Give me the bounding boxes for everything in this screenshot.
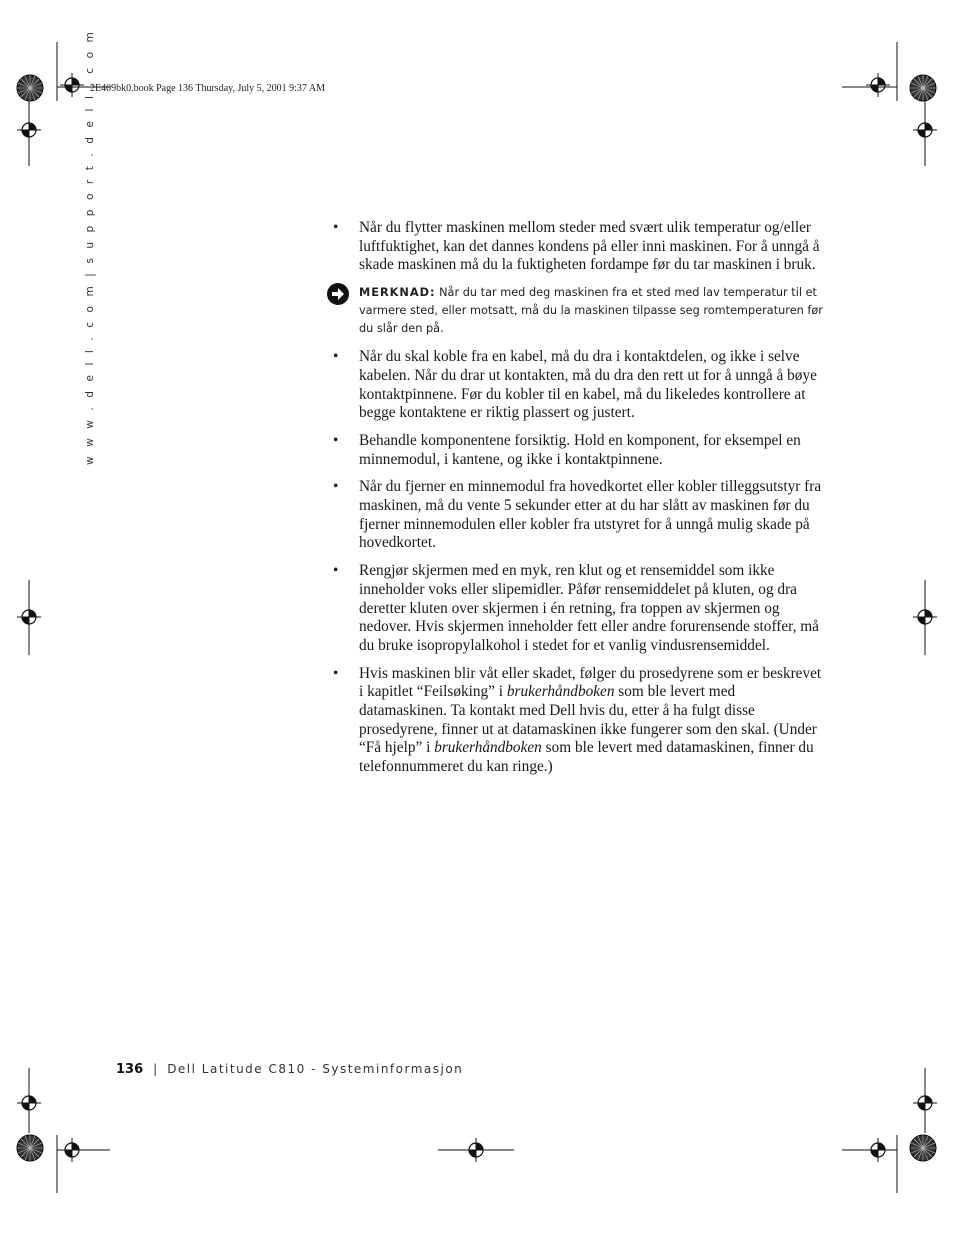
list-item: [333, 562, 823, 656]
list-item: [333, 219, 823, 275]
arrow-right-circle-icon: [326, 282, 350, 312]
page-number: 136: [116, 1062, 144, 1077]
list-item: [333, 478, 823, 553]
list-item: [333, 348, 823, 423]
print-header-info: 2E409bk0.book Page 136 Thursday, July 5, 2001 9:37 AM: [90, 83, 325, 94]
bullet-dot: •: [333, 431, 339, 449]
note-callout: [333, 284, 823, 338]
list-item-text: Når du flytter maskinen mellom steder med svært ulik temperatur og/eller luftfuktighet, kan det dannes kondens på eller inni maskinen. For å unngå å skade maskinen må du la fuktigheten fordampe før du tar maskinen i bruk.: [359, 219, 820, 274]
page-footer: [116, 1062, 463, 1077]
list-item: [333, 665, 823, 777]
list-item-text: Når du fjerner en minnemodul fra hovedkortet eller kobler tilleggsutstyr fra maskinen, må du vente 5 sekunder etter at du har slått av maskinen før du fjerner minnemodulen eller kobler fra utstyret for å unngå mulig skade på hovedkortet.: [359, 478, 822, 552]
text-run: som ble levert med datamaskinen. Ta kontakt med Dell hvis du, etter å ha fulgt disse prosedyrene, finner ut at datamaskinen ikke fungerer som den skal. (Under “Få hjelp” i: [359, 683, 817, 757]
footer-title: Dell Latitude C810 - Systeminformasjon: [167, 1062, 464, 1076]
footer-separator: |: [153, 1062, 158, 1076]
bullet-dot: •: [333, 664, 339, 682]
list-item-text: Når du skal koble fra en kabel, må du dra i kontaktdelen, og ikke i selve kabelen. Når du drar ut kontakten, må du dra den rett ut for å unngå å bøye kontaktpinnene. Før du kobler til en kabel, må du likeledes kontrollere at begge kontaktene er riktig plassert og justert.: [359, 348, 817, 422]
bullet-dot: •: [333, 219, 339, 236]
note-label: MERKNAD:: [359, 286, 436, 300]
text-run: som ble levert med datamaskinen, finner du telefonnummeret du kan ringe.): [359, 739, 814, 776]
bullet-dot: •: [333, 562, 339, 580]
list-item-text: Behandle komponentene forsiktig. Hold en komponent, for eksempel en minnemodul, i kantene, og ikke i kontaktpinnene.: [359, 431, 801, 468]
manual-title: brukerhåndboken: [434, 739, 542, 757]
list-item: [333, 432, 823, 469]
note-text: Når du tar med deg maskinen fra et sted med lav temperatur til et varmere sted, eller motsatt, må du la maskinen tilpasse seg romtemperaturen før du slår den på.: [359, 286, 823, 336]
text-run: Hvis maskinen blir våt eller skadet, følger du prosedyrene som er beskrevet i kapitlet “Feilsøking” i: [359, 664, 822, 701]
bullet-dot: •: [333, 478, 339, 496]
sidebar-website-url: w w w . d e l l . c o m | s u p p o r t . d e l l . c o m: [84, 29, 96, 465]
main-content: [333, 219, 823, 786]
bullet-dot: •: [333, 348, 339, 366]
manual-title: brukerhåndboken: [506, 683, 615, 701]
list-item-text: Rengjør skjermen med en myk, ren klut og et rensemiddel som ikke inneholder voks eller slipemidler. Påfør rensemiddelet på kluten, og dra deretter kluten over skjermen i én retning, fra toppen av skjermen og nedover. Hvis skjermen inneholder fett eller andre forurensende stoffer, må du bruke isopropylalkohol i stedet for et vanlig vindusrensemiddel.: [359, 562, 819, 654]
list-item-text: [359, 665, 821, 776]
